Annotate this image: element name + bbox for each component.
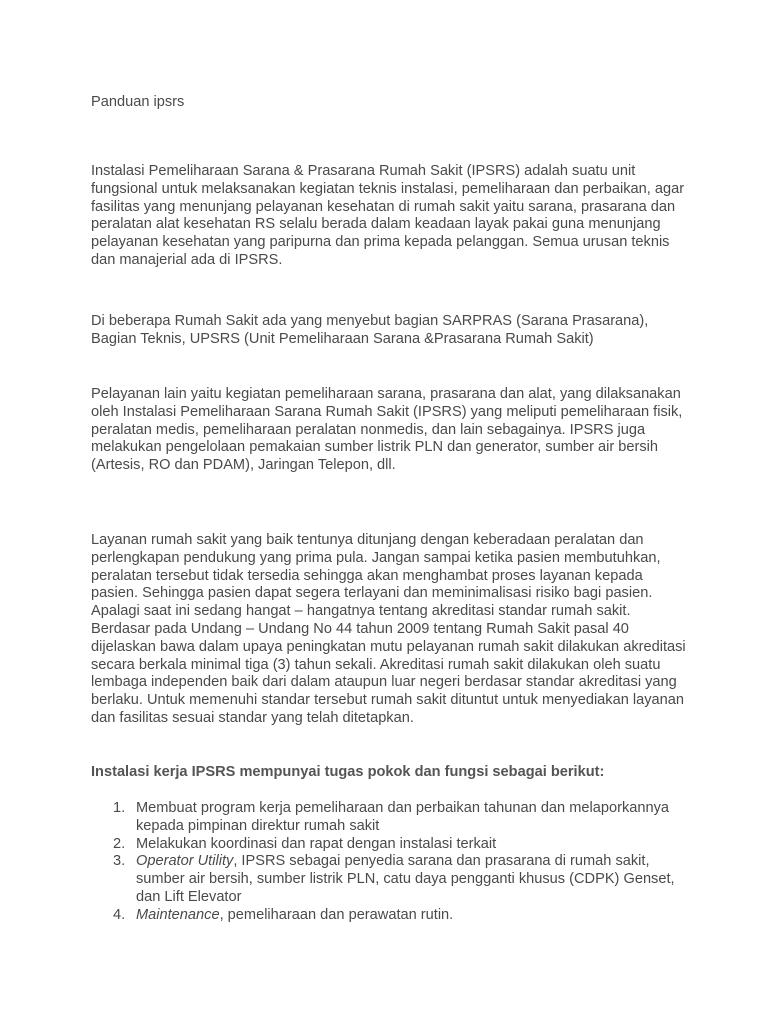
list-item [91, 853, 691, 906]
list-item-text: Membuat program kerja pemeliharaan dan perbaikan tahunan dan melaporkannya kepada pimpinan direktur rumah sakit [136, 800, 670, 834]
paragraph-ipsrs-definition: Instalasi Pemeliharaan Sarana & Prasarana Rumah Sakit (IPSRS) adalah suatu unit fungsional untuk melaksanakan kegiatan teknis instalasi, pemeliharaan dan perbaikan, agar fasilitas yang menunjang pelayanan kesehatan di rumah sakit yaitu sarana, prasarana dan peralatan alat kesehatan RS selalu berada dalam keadaan layak pakai guna menunjang pelayanan kesehatan yang paripurna dan prima kepada pelanggan. Semua urusan teknis dan manajerial ada di IPSRS. [91, 163, 685, 268]
list-item-text: , IPSRS sebagai penyedia sarana dan prasarana di rumah sakit, sumber air bersih, sumber listrik PLN, catu daya pengganti khusus (CDPK) Genset, dan Lift Elevator [136, 853, 675, 905]
list-item-lead: Maintenance [136, 906, 220, 923]
paragraph-alternative-names: Di beberapa Rumah Sakit ada yang menyebut bagian SARPRAS (Sarana Prasarana), Bagian Teknis, UPSRS (Unit Pemeliharaan Sarana &Prasarana Rumah Sakit) [91, 313, 649, 347]
section-heading: Instalasi kerja IPSRS mempunyai tugas pokok dan fungsi sebagai berikut: [91, 764, 605, 780]
paragraph-hospital-services: Layanan rumah sakit yang baik tentunya ditunjang dengan keberadaan peralatan dan perlengkapan pendukung yang prima pula. Jangan sampai ketika pasien membutuhkan, peralatan tersebut tidak tersedia sehingga akan menghambat proses layanan kepada pasien. Sehingga pasien dapat segera terlayani dan meminimalisasi risiko bagi pasien. Apalagi saat ini sedang hangat – hangatnya tentang akreditasi standar rumah sakit. Berdasar pada Undang – Undang No 44 tahun 2009 tentang Rumah Sakit pasal 40 dijelaskan bawa dalam upaya peningkatan mutu pelayanan rumah sakit dilakukan akreditasi secara berkala minimal tiga (3) tahun sekali. Akreditasi rumah sakit dilakukan oleh suatu lembaga independen baik dari dalam ataupun luar negeri berdasar standar akreditasi yang berlaku. Untuk memenuhi standar tersebut rumah sakit dituntut untuk menyediakan layanan dan fasilitas sesuai standar yang telah ditetapkan. [91, 532, 686, 726]
list-item [91, 800, 691, 836]
list-item-number: 1. [113, 800, 126, 816]
list-item [91, 907, 691, 925]
list-item-number: 3. [113, 853, 126, 870]
list-item-number: 2. [113, 835, 126, 852]
paragraph-other-services: Pelayanan lain yaitu kegiatan pemeliharaan sarana, prasarana dan alat, yang dilaksanakan oleh Instalasi Pemeliharaan Sarana Rumah Sakit (IPSRS) yang meliputi pemeliharaan fisik, peralatan medis, pemeliharaan peralatan nonmedis, dan lain sebagainya. IPSRS juga melakukan pengelolaan pemakaian sumber listrik PLN dan generator, sumber air bersih (Artesis, RO dan PDAM), Jaringan Telepon, dll. [91, 386, 683, 474]
list-item [91, 836, 691, 854]
list-item-lead: Operator Utility [136, 853, 234, 870]
list-item-text: Melakukan koordinasi dan rapat dengan instalasi terkait [136, 835, 497, 852]
document-title: Panduan ipsrs [91, 94, 185, 110]
list-item-text: , pemeliharaan dan perawatan rutin. [219, 906, 454, 923]
list-item-number: 4. [113, 906, 126, 923]
duties-list [91, 800, 691, 925]
